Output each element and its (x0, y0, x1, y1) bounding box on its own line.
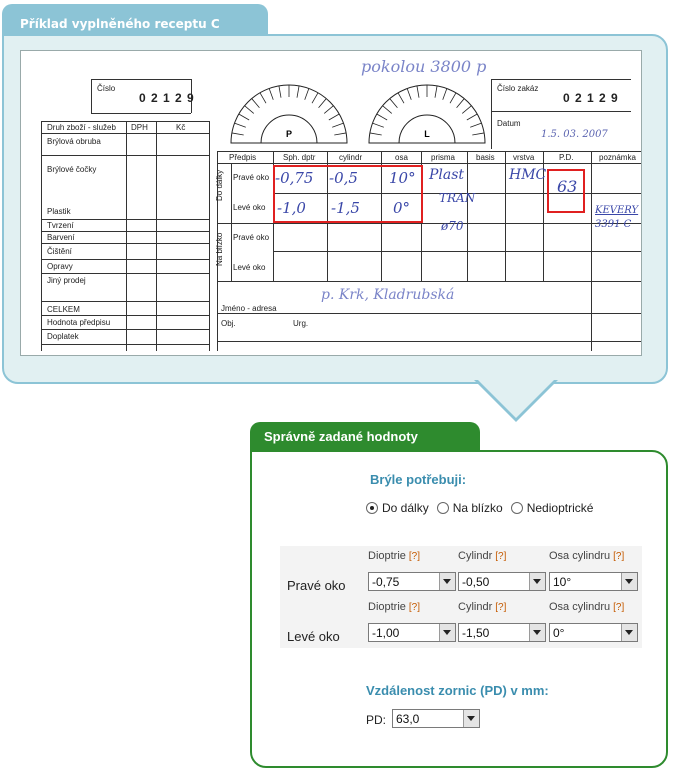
radio-distance[interactable] (366, 502, 378, 514)
side-label-near: Na blízko (215, 232, 224, 266)
left-row-label: Hodnota předpisu (47, 318, 111, 327)
hw-right-sph: -0,75 (275, 169, 314, 187)
dial-tick (472, 133, 484, 135)
radio-near[interactable] (437, 502, 449, 514)
dial-tick (252, 99, 260, 108)
hw-vrstva: HMC (509, 167, 547, 183)
help-link[interactable]: [?] (408, 551, 421, 562)
obj-label: Obj. (221, 319, 236, 328)
dial-tick (372, 123, 383, 127)
dial-tick (260, 93, 266, 103)
col-dioptrie-header: Dioptrie [?] (368, 601, 421, 613)
dial-tick (462, 106, 471, 114)
left-row-label: Brýlová obruba (47, 137, 101, 146)
chevron-down-icon (439, 573, 455, 590)
left-row-label: Barvení (47, 233, 75, 242)
form-number-left: 0 2 1 2 9 (139, 91, 195, 105)
dial-tick (319, 99, 327, 108)
radio-distance-label[interactable]: Do dálky (382, 501, 429, 515)
eye-row-label: Levé oko (233, 203, 266, 212)
left-row-label: Jiný prodej (47, 276, 86, 285)
dial-tick (312, 93, 318, 103)
hw-right-axis: 10° (389, 169, 416, 187)
eye-row-label: Pravé oko (233, 173, 270, 182)
glasses-need-title: Brýle potřebuji: (370, 472, 467, 487)
left-row-label: CELKEM (47, 305, 80, 314)
left-col-head-1: DPH (131, 123, 148, 132)
left-row-label: Doplatek (47, 332, 79, 341)
jmeno-label: Jméno - adresa (221, 304, 277, 313)
prescription-form-image (20, 50, 642, 356)
hw-note-2: 3391 C (595, 219, 632, 230)
left-cylindr-select[interactable]: -1,50 (458, 623, 546, 642)
hw-prisma-3: ø70 (441, 219, 464, 233)
dial-tick (443, 88, 447, 99)
left-row-label: Opravy (47, 262, 73, 271)
pd-title: Vzdálenost zornic (PD) v mm: (366, 683, 549, 698)
dial-tick (332, 123, 343, 127)
highlight-pd (547, 169, 585, 213)
handwritten-date: 1.5. 03. 2007 (541, 129, 608, 140)
hw-right-cyl: -0,5 (329, 169, 358, 187)
chevron-down-icon (439, 624, 455, 641)
grid-head-5: basis (476, 153, 495, 162)
dial-tick (334, 133, 346, 135)
dial-tick (390, 99, 398, 108)
hw-top-scribble: pokolou 3800 p (361, 57, 487, 76)
hw-left-cyl: -1,5 (331, 199, 360, 217)
chevron-down-icon (529, 624, 545, 641)
radio-non-prescription-label[interactable]: Nedioptrické (526, 501, 594, 515)
pd-select[interactable]: 63,0 (392, 709, 480, 728)
example-tab (2, 4, 268, 36)
chevron-down-icon (621, 573, 637, 590)
dial-tick (234, 123, 245, 127)
left-dioptrie-select[interactable]: -1,00 (368, 623, 456, 642)
vision-type-radio-group (366, 501, 597, 515)
example-title: Příklad vyplněného receptu C (20, 17, 220, 31)
highlight-prescription (273, 165, 423, 223)
urg-label: Urg. (293, 319, 309, 328)
correct-values-title: Správně zadané hodnoty (264, 429, 418, 444)
grid-head-4: prisma (431, 153, 456, 162)
chevron-down-icon (463, 710, 479, 727)
help-link[interactable]: [?] (495, 602, 507, 613)
left-row-label: Plastik (47, 207, 71, 216)
dial-tick (245, 106, 254, 114)
radio-near-label[interactable]: Na blízko (452, 501, 503, 515)
dial-tick (329, 114, 339, 120)
hw-name-line: p. Krk, Kladrubská (321, 287, 455, 303)
grid-head-7: P.D. (559, 153, 574, 162)
grid-head-0: Předpis (229, 153, 257, 162)
correct-values-tab (250, 422, 480, 452)
col-dioptrie-header: Dioptrie [?] (368, 550, 421, 562)
pd-label: PD: (366, 713, 387, 727)
chevron-down-icon (529, 573, 545, 590)
dial-tick (279, 86, 281, 98)
col-cylindr-header: Cylindr [?] (458, 550, 507, 562)
dial-p-label: P (285, 129, 293, 139)
callout-arrow-inner (478, 380, 554, 418)
grid-head-3: osa (395, 153, 408, 162)
cislo-zakazky-label: Číslo zakáz (497, 84, 539, 93)
dial-tick (239, 114, 249, 120)
dial-l-label: L (424, 129, 430, 139)
dial-tick (370, 133, 382, 135)
right-osa-select[interactable]: 10° (549, 572, 638, 591)
col-osa-header: Osa cylindru [?] (549, 601, 625, 613)
dial-tick (470, 123, 481, 127)
dial-tick (435, 86, 437, 98)
cislo-label: Číslo (97, 84, 116, 93)
help-link[interactable]: [?] (495, 551, 507, 562)
grid-head-2: cylindr (339, 153, 363, 162)
hw-note: KEVERY (595, 205, 639, 216)
right-cylindr-select[interactable]: -0,50 (458, 572, 546, 591)
dial-tick (383, 106, 392, 114)
left-row-label: Čištění (47, 247, 72, 256)
hw-pd: 63 (557, 177, 578, 196)
dial-tick (269, 88, 273, 99)
radio-non-prescription[interactable] (511, 502, 523, 514)
hw-left-sph: -1,0 (277, 199, 306, 217)
side-label-distance: Do dálky (215, 169, 224, 201)
left-col-head-2: Kč (176, 123, 186, 132)
dial-tick (457, 99, 465, 108)
left-row-label: Brýlové čočky (47, 165, 97, 174)
datum-label: Datum (497, 119, 521, 128)
dial-tick (398, 93, 404, 103)
row-label-right-eye: Pravé oko (287, 578, 346, 593)
row-label-left-eye: Levé oko (287, 629, 340, 644)
help-link[interactable]: [?] (613, 602, 625, 613)
grid-head-6: vrstva (513, 153, 535, 162)
hw-prisma-1: Plast (429, 167, 465, 183)
left-col-head-0: Druh zboží - služeb (47, 123, 116, 132)
form-number-right: 0 2 1 2 9 (563, 91, 619, 105)
help-link[interactable]: [?] (408, 602, 421, 613)
left-osa-select[interactable]: 0° (549, 623, 638, 642)
grid-head-1: Sph. dptr (283, 153, 316, 162)
hw-prisma-2: TRAN (439, 191, 476, 205)
hw-left-axis: 0° (393, 199, 411, 217)
dial-tick (467, 114, 477, 120)
left-row-label: Tvrzení (47, 221, 74, 230)
col-cylindr-header: Cylindr [?] (458, 601, 507, 613)
dial-tick (305, 88, 309, 99)
axis-dials (221, 71, 501, 149)
eye-row-label: Levé oko (233, 263, 266, 272)
dial-tick (324, 106, 333, 114)
dial-tick (407, 88, 411, 99)
col-osa-header: Osa cylindru [?] (549, 550, 625, 562)
help-link[interactable]: [?] (613, 551, 625, 562)
chevron-down-icon (621, 624, 637, 641)
dial-tick (377, 114, 387, 120)
eye-row-label: Pravé oko (233, 233, 270, 242)
grid-head-8: poznámka (599, 153, 636, 162)
dial-tick (417, 86, 419, 98)
dial-tick (297, 86, 299, 98)
right-dioptrie-select[interactable]: -0,75 (368, 572, 456, 591)
dial-tick (232, 133, 244, 135)
dial-tick (450, 93, 456, 103)
